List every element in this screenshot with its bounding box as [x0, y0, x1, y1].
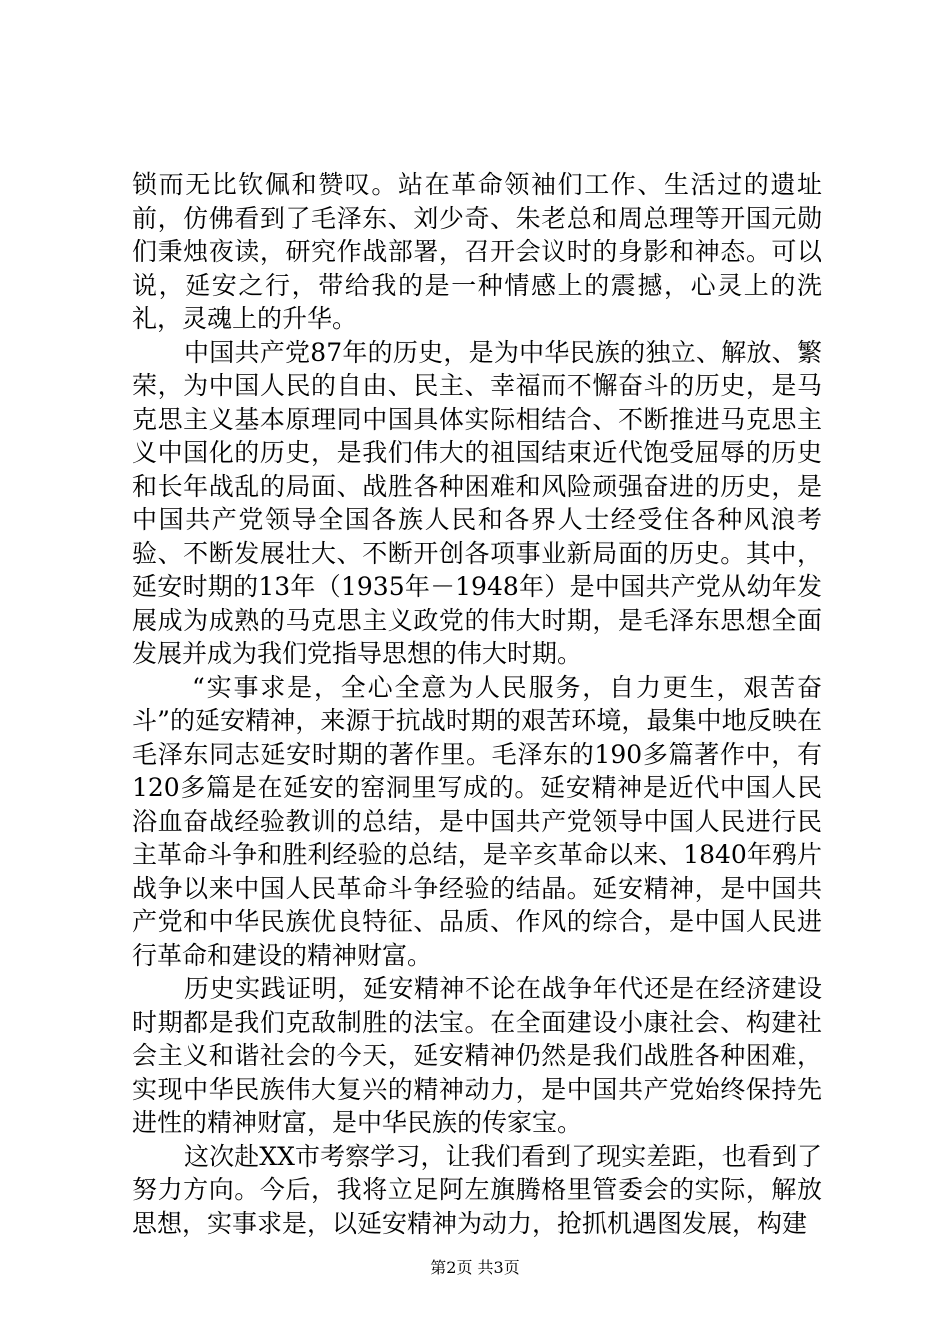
- paragraph-continued: 锁而无比钦佩和赞叹。站在革命领袖们工作、生活过的遗址前，仿佛看到了毛泽东、刘少奇、朱老总和周总理等开国元勋们秉烛夜读，研究作战部署，召开会议时的身影和神态。可以说，延安之行，带给我的是一种情感上的震撼，心灵上的洗礼，灵魂上的升华。: [132, 170, 822, 333]
- page-number-footer: 第2页 共3页: [430, 1258, 520, 1277]
- paragraph-yanan-spirit: “实事求是，全心全意为人民服务，自力更生，艰苦奋斗”的延安精神，来源于抗战时期的艰苦环境，最集中地反映在毛泽东同志延安时期的著作里。毛泽东的190多篇著作中，有120多篇是在延安的窑洞里写成的。延安精神是近代中国人民浴血奋战经验教训的总结，是中国共产党领导中国人民进行民主革命斗争和胜利经验的总结，是辛亥革命以来、1840年鸦片战争以来中国人民革命斗争经验的结晶。延安精神，是中国共产党和中华民族优良特征、品质、作风的综合，是中国人民进行革命和建设的精神财富。: [132, 672, 822, 970]
- paragraph-historical-practice: 历史实践证明，延安精神不论在战争年代还是在经济建设时期都是我们克敌制胜的法宝。在全面建设小康社会、构建社会主义和谐社会的今天，延安精神仍然是我们战胜各种困难，实现中华民族伟大复兴的精神动力，是中国共产党始终保持先进性的精神财富，是中华民族的传家宝。: [132, 974, 822, 1137]
- paragraph-party-history: 中国共产党87年的历史，是为中华民族的独立、解放、繁荣，为中国人民的自由、民主、幸福而不懈奋斗的历史，是马克思主义基本原理同中国具体实际相结合、不断推进马克思主义中国化的历史，是我们伟大的祖国结束近代饱受屈辱的历史和长年战乱的局面、战胜各种困难和风险顽强奋进的历史，是中国共产党领导全国各族人民和各界人士经受住各种风浪考验、不断发展壮大、不断开创各项事业新局面的历史。其中，延安时期的13年（1935年－1948年）是中国共产党从幼年发展成为成熟的马克思主义政党的伟大时期，是毛泽东思想全面发展并成为我们党指导思想的伟大时期。: [132, 337, 822, 668]
- paragraph-study-trip: 这次赴XX市考察学习，让我们看到了现实差距，也看到了努力方向。今后，我将立足阿左旗腾格里管委会的实际，解放思想，实事求是，以延安精神为动力，抢抓机遇图发展，构建: [132, 1141, 822, 1238]
- document-body: [132, 168, 822, 1240]
